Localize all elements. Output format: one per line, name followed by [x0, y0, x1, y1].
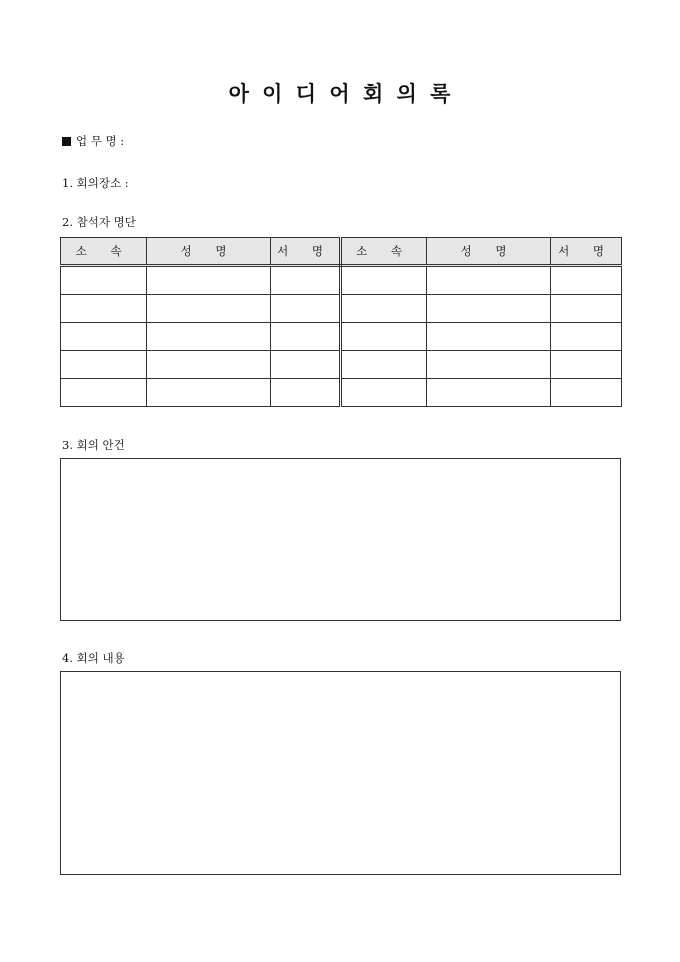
- table-cell[interactable]: [271, 379, 341, 407]
- attendee-list-label: 2. 참석자 명단: [62, 215, 136, 229]
- meeting-content-label: 4. 회의 내용: [62, 651, 125, 665]
- table-cell[interactable]: [271, 351, 341, 379]
- table-cell[interactable]: [551, 379, 622, 407]
- attendee-table: [60, 237, 622, 407]
- table-row: [61, 266, 622, 295]
- header-affiliation: 소 속: [61, 238, 147, 266]
- attendee-table-header: [61, 238, 622, 266]
- table-cell[interactable]: [427, 323, 551, 351]
- table-cell[interactable]: [551, 323, 622, 351]
- table-cell[interactable]: [61, 351, 147, 379]
- table-cell[interactable]: [271, 323, 341, 351]
- table-row: [61, 323, 622, 351]
- task-name-line: [62, 133, 124, 149]
- table-cell[interactable]: [147, 323, 271, 351]
- table-cell[interactable]: [427, 295, 551, 323]
- header-name: 성 명: [427, 238, 551, 266]
- table-cell[interactable]: [147, 266, 271, 295]
- agenda-box[interactable]: [60, 458, 621, 621]
- header-signature: 서 명: [551, 238, 622, 266]
- table-cell[interactable]: [341, 323, 427, 351]
- table-cell[interactable]: [341, 351, 427, 379]
- document-title: 아 이 디 어 회 의 록: [228, 81, 452, 106]
- table-cell[interactable]: [61, 379, 147, 407]
- meeting-place-label: 1. 회의장소 :: [62, 176, 129, 190]
- table-cell[interactable]: [341, 266, 427, 295]
- header-signature: 서 명: [271, 238, 341, 266]
- table-cell[interactable]: [551, 351, 622, 379]
- table-cell[interactable]: [271, 295, 341, 323]
- header-affiliation: 소 속: [341, 238, 427, 266]
- table-cell[interactable]: [147, 351, 271, 379]
- table-cell[interactable]: [427, 351, 551, 379]
- table-cell[interactable]: [271, 266, 341, 295]
- agenda-label: 3. 회의 안건: [62, 438, 125, 452]
- black-square-icon: [62, 137, 71, 146]
- table-row: [61, 379, 622, 407]
- task-name-label: 업 무 명 :: [76, 134, 125, 148]
- table-cell[interactable]: [147, 295, 271, 323]
- table-row: [61, 295, 622, 323]
- table-cell[interactable]: [341, 295, 427, 323]
- table-cell[interactable]: [427, 266, 551, 295]
- table-cell[interactable]: [61, 323, 147, 351]
- table-cell[interactable]: [551, 295, 622, 323]
- table-row: [61, 351, 622, 379]
- table-cell[interactable]: [551, 266, 622, 295]
- table-cell[interactable]: [61, 295, 147, 323]
- table-cell[interactable]: [341, 379, 427, 407]
- meeting-content-box[interactable]: [60, 671, 621, 875]
- header-name: 성 명: [147, 238, 271, 266]
- table-cell[interactable]: [61, 266, 147, 295]
- table-cell[interactable]: [427, 379, 551, 407]
- table-cell[interactable]: [147, 379, 271, 407]
